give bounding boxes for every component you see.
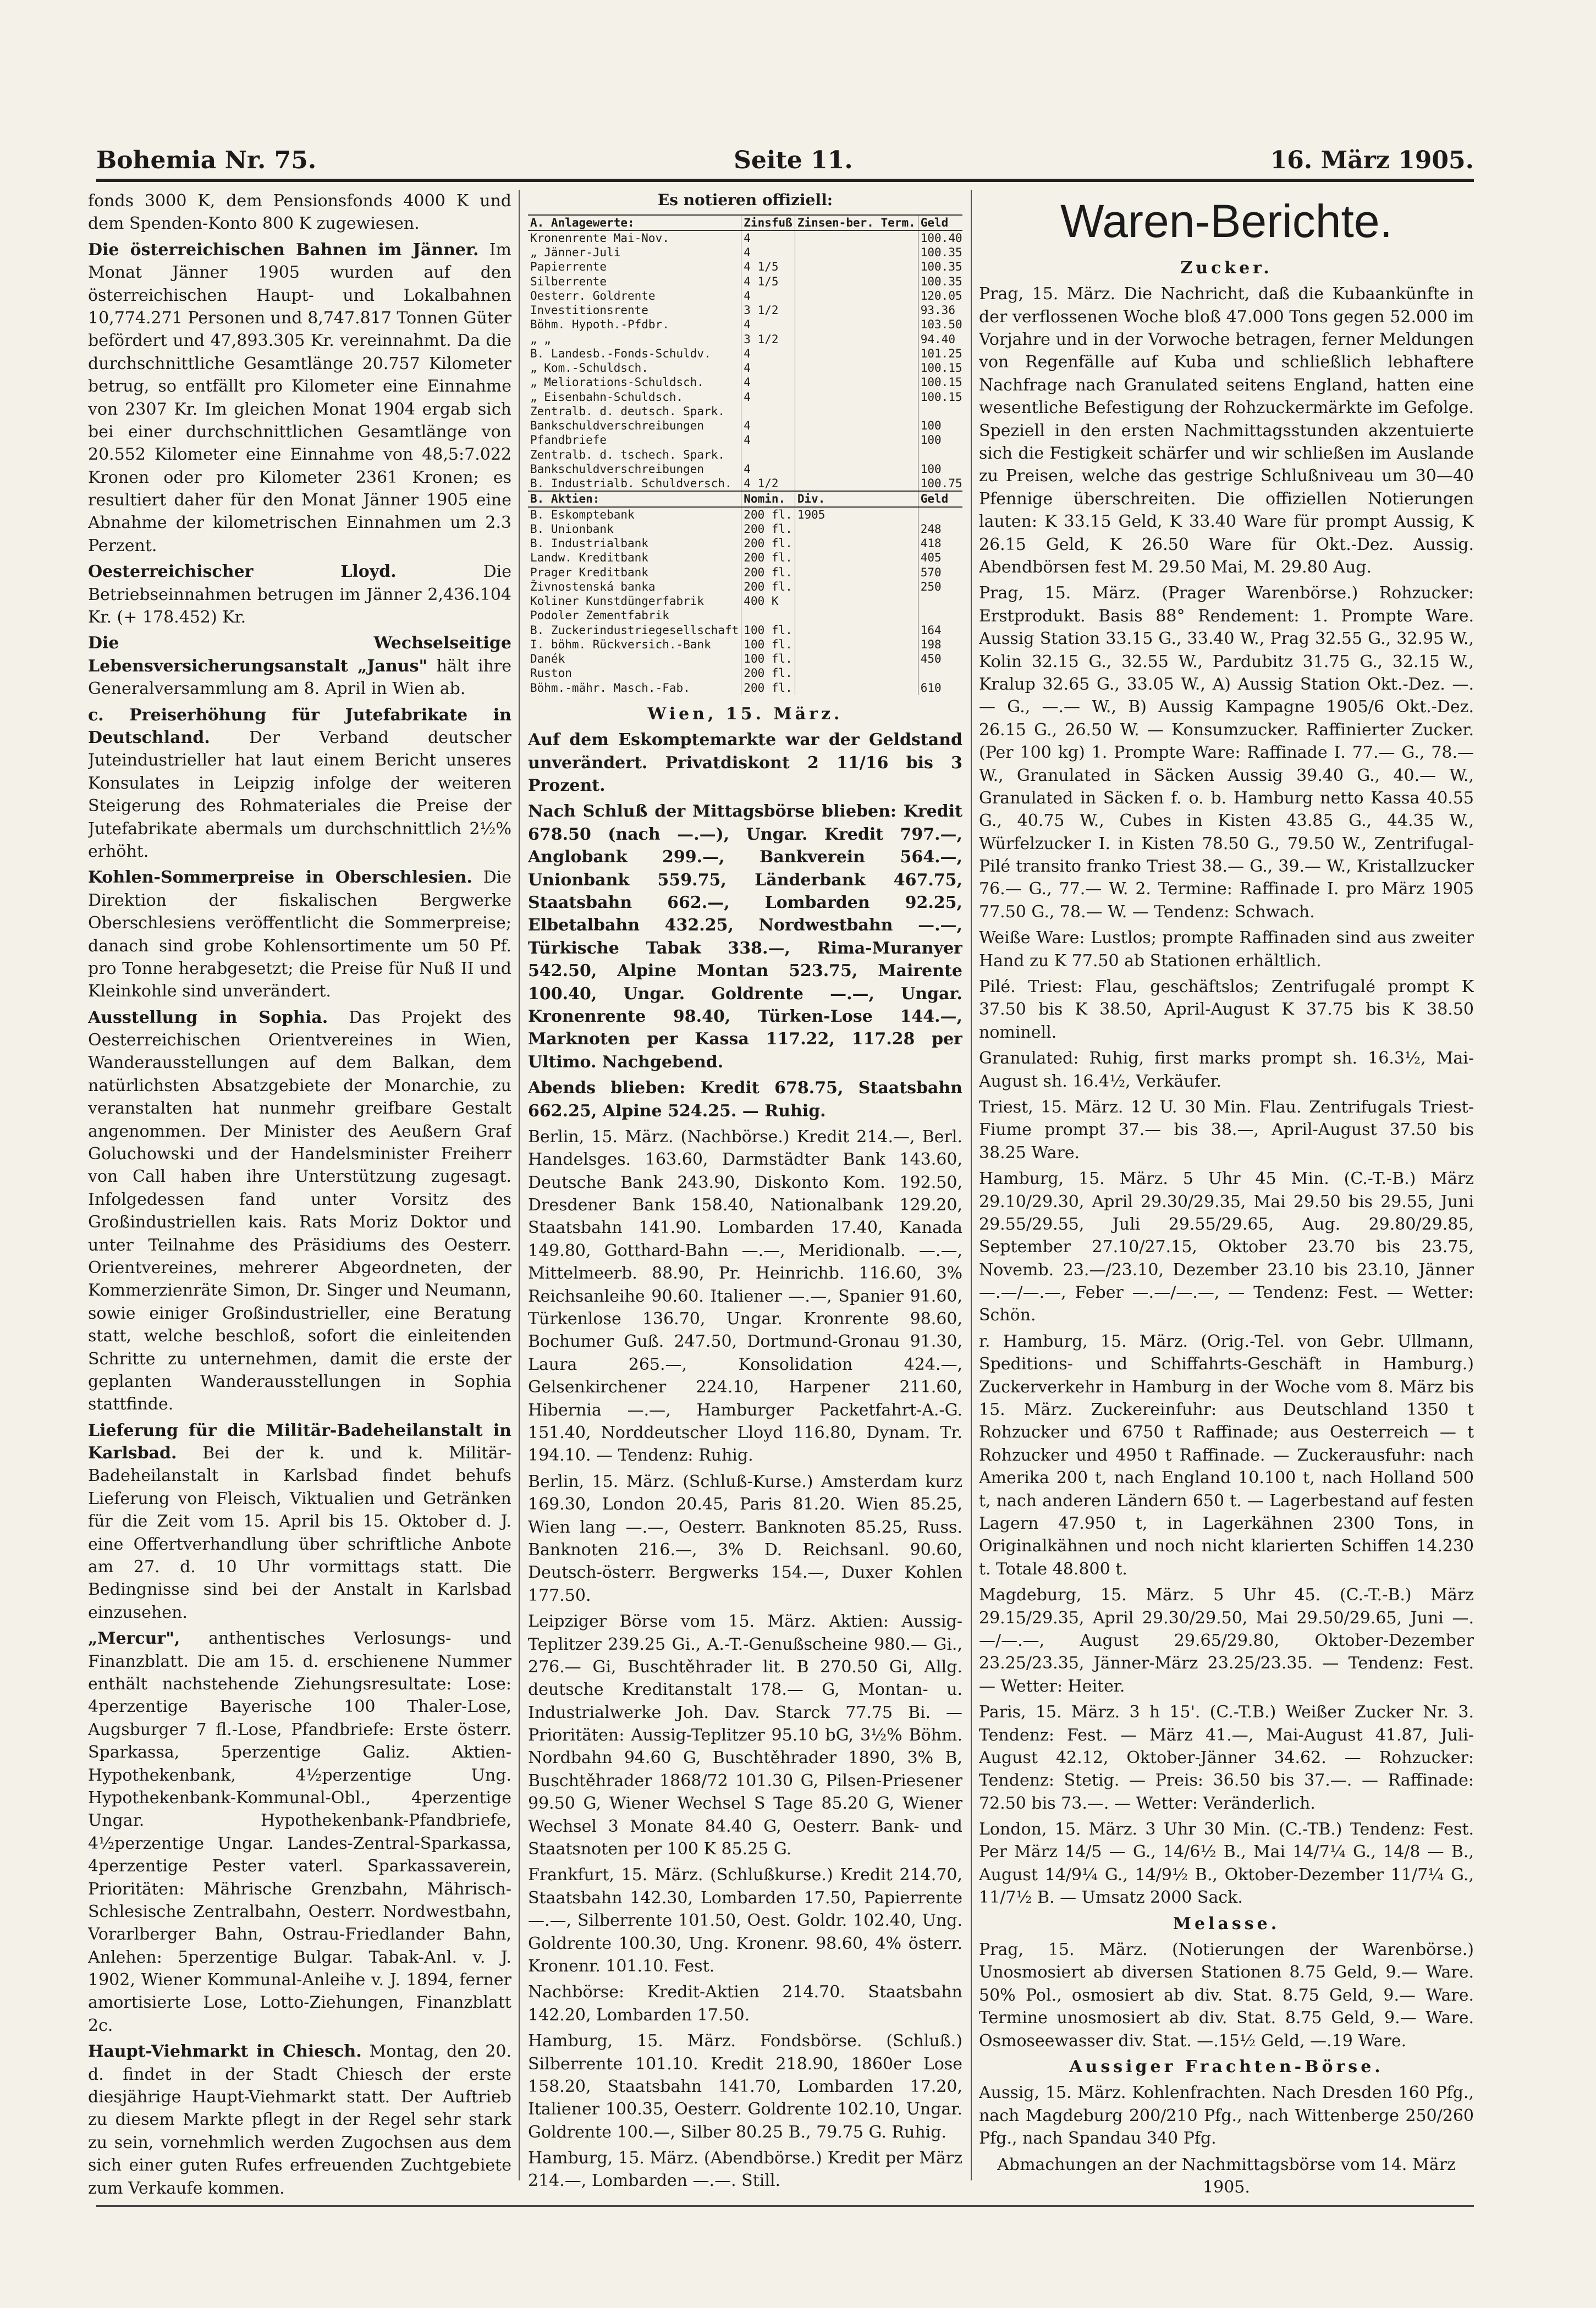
table-cell: I. böhm. Rückversich.-Bank (530, 637, 711, 651)
market-report: Auf dem Eskomptemarkte war der Geldstand unverändert. Privatdiskont 2 11/16 bis 3 Prozent. (528, 730, 962, 796)
table-cell: Ruston (530, 666, 572, 680)
news-item-text: Die Betriebseinnahmen betrugen im Jänner 2,436.104 Kr. (+ 178.452) Kr. (88, 562, 511, 627)
table-cell (795, 681, 918, 695)
table-row (528, 462, 962, 476)
table-cell (918, 608, 962, 623)
table-cell: Koliner Kunstdüngerfabrik (530, 594, 705, 608)
news-item-text: Montag, den 20. d. findet in der Stadt Chiesch der erste diesjährige Haupt-Viehmarkt statt. Der Auftrieb zu diesem Markte pflegt in der Regel sehr stark zu sein, vornehmlich werden Zugochsen aus dem sich einer guten Rufes erfreuenden Zuchtgebiete zum Verkaufe kommen. (88, 2042, 511, 2197)
table-cell: 200 fl. (741, 580, 795, 594)
table-cell: 4 (741, 418, 795, 433)
table-cell: 100.35 (918, 274, 962, 289)
table-cell (795, 317, 918, 332)
table-cell: 100.40 (918, 230, 962, 245)
table-row (528, 418, 962, 433)
bottom-rule (96, 2205, 1474, 2207)
table-cell (795, 375, 918, 389)
table-header-cell: Zinsen-ber. Term. (795, 215, 918, 230)
quotes-header-a (528, 215, 962, 230)
table-header-cell: B. Aktien: (528, 491, 741, 506)
table-cell (795, 346, 918, 361)
table-cell: 4 (741, 375, 795, 389)
table-cell (795, 462, 918, 476)
table-cell: 100.75 (918, 476, 962, 491)
table-cell: 101.25 (918, 346, 962, 361)
table-cell: 200 fl. (741, 666, 795, 680)
news-item-text: Die Direktion der fiskalischen Bergwerke Oberschlesiens veröffentlicht die Sommerpreise; danach sind grobe Kohlensortimente um 50 Pf. pro Tonne herabgesetzt; die Preise für Nuß II und Kleinkohle sind unverändert. (88, 868, 511, 1001)
table-cell (795, 637, 918, 652)
table-cell: 200 fl. (741, 565, 795, 580)
news-item-heading: Haupt-Viehmarkt in Chiesch. (88, 2042, 362, 2062)
market-report: Nach Schluß der Mittagsbörse blieben: Kredit 678.50 (nach —.—), Ungar. Kredit 797.—, Anglobank 299.—, Bankverein 564.—, Unionbank 559.75, Länderbank 467.75, Staatsbahn 662.—, Lombarden 92.25, Elbetalbahn 432.25, Nordwestbahn —.—, Türkische Tabak 338.—, Rima-Muranyer 542.50, Alpine Montan 523.75, Mairente 100.40, Ungar. Goldrente —.—, Ungar. Kronenrente 98.40, Türken-Lose 144.—, Marknoten per Kassa 117.22, 117.28 per Ultimo. Nachgebend. (528, 802, 962, 1072)
table-cell: „ „ (530, 332, 551, 346)
table-row (528, 448, 962, 462)
market-report (528, 2196, 962, 2197)
news-item-heading: Lieferung für die Militär-Badeheilanstalt in Karlsbad. (88, 1420, 511, 1463)
table-cell (795, 608, 918, 623)
news-item-text: Im Monat Jänner 1905 wurden auf den österreichischen Haupt- und Lokalbahnen 10,774.271 Personen und 8,747.817 Tonnen Güter befördert und 47,893.305 Kr. vereinnahmt. Da die durchschnittliche Gesamtlänge 20.757 Kilometer betrug, so entfällt pro Kilometer eine Einnahme von 2307 Kr. Im gleichen Monat 1904 ergab sich bei einer durchschnittlichen Gesamtlänge von 20.552 Kilometer eine Einnahme von 48,5:7.022 Kronen oder pro Kilometer 2361 Kronen; es resultiert daher für den Monat Jänner 1905 eine Abnahme der kilometrischen Einnahmen um 2.3 Perzent. (88, 240, 511, 555)
table-cell (795, 274, 918, 289)
table-cell: 4 1/5 (741, 260, 795, 274)
table-cell (918, 448, 962, 462)
waren-title: Waren-Berichte. (1060, 195, 1393, 247)
news-item-text: Das Projekt des Oesterreichischen Orientvereines in Wien, Wanderausstellungen auf dem Balkan, dem natürlichsten Absatzgebiete der Monarchie, zu veranstalten hat nunmehr greifbare Gestalt angenommen. Der Minister des Aeußern Graf Goluchowski und der Handelsminister Freiherr von Call haben ihre Unterstützung zugesagt. Infolgedessen fand unter Vorsitz des Großindustriellen kais. Rats Moriz Doktor und unter Teilnahme des Präsidiums des Oesterr. Orientvereines, mehrerer Abgeordneten, der Kommerzienräte Simon, Dr. Singer und Neumann, sowie einiger Großindustrieller, eine Beratung statt, welche beschloß, sofort die einleitenden Schritte zu unternehmen, damit die erste der geplanten Wanderausstellungen in Sophia stattfinde. (88, 1007, 511, 1414)
table-header-cell: A. Anlagewerte: (528, 215, 741, 230)
table-cell: B. Unionbank (530, 522, 614, 536)
table-row (528, 404, 962, 418)
table-cell (795, 594, 918, 608)
table-cell: 248 (918, 522, 962, 536)
table-cell: B. Landesb.-Fonds-Schuldv. (530, 346, 711, 360)
table-cell (795, 448, 918, 462)
table-cell: 405 (918, 550, 962, 565)
news-item (88, 1419, 511, 1624)
sugar-report: Paris, 15. März. 3 h 15'. (C.-T.B.) Weißer Zucker Nr. 3. Tendenz: Fest. — März 41.—, Mai-August 41.87, Juli-August 42.12, Oktober-Jänner 34.62. — Rohzucker: Tendenz: Stetig. — Preis: 36.50 bis 37.—. — Raffinade: 72.50 bis 73.—. — Wetter: Veränderlich. (979, 1703, 1474, 1813)
table-cell: 200 fl. (741, 522, 795, 536)
news-item-heading: c. Preiserhöhung für Jutefabrikate in Deutschland. (88, 705, 511, 747)
table-cell: „ Kom.-Schuldsch. (530, 361, 648, 375)
table-row (528, 594, 962, 608)
market-report: Berlin, 15. März. (Nachbörse.) Kredit 214.—, Berl. Handelsges. 163.60, Darmstädter Bank 143.60, Deutsche Bank 243.90, Diskonto Kom. 192.50, Dresdener Bank 158.40, Nationalbank 129.20, Staatsbahn 141.90. Lombarden 17.40, Kanada 149.80, Gotthard-Bahn —.—, Meridionalb. —.—, Mittelmeerb. 88.90, Pr. Heinrichb. 116.60, 3% Reichsanleihe 90.60. Italiener —.—, Spanier 91.60, Türkenlose 136.70, Ungar. Kronrente 98.60, Bochumer Guß. 247.50, Dortmund-Gronau 91.30, Laura 265.—, Konsolidation 424.—, Gelsenkirchener 224.10, Harpener 211.60, Hibernia —.—, Hamburger Packetfahrt-A.-G. 151.40, Norddeutscher Lloyd 116.80, Dynam. Tr. 194.10. — Tendenz: Ruhig. (528, 1127, 962, 1466)
table-cell (795, 580, 918, 594)
news-item (88, 239, 511, 557)
table-cell: 200 fl. (741, 536, 795, 550)
table-cell: 450 (918, 652, 962, 666)
table-cell: Papierrente (530, 260, 607, 274)
table-cell: 100.15 (918, 361, 962, 375)
market-report: Hamburg, 15. März. Fondsbörse. (Schluß.) Silberrente 101.10. Kredit 218.90, 1860er Lose 158.20, Staatsbahn 141.70, Lombarden 17.20, Italiener 100.35, Oesterr. Goldrente 102.10, Ungar. Goldrente 100.—, Silber 80.25 B., 79.75 G. Ruhig. (528, 2031, 962, 2142)
table-cell: 120.05 (918, 289, 962, 303)
market-report: Leipziger Börse vom 15. März. Aktien: Aussig-Teplitzer 239.25 Gi., A.-T.-Genußscheine 980.— Gi., 276.— Gi, Buschtěhrader lit. B 270.50 Gi, Allg. deutsche Kreditanstalt 178.— G, Montan- u. Industrialwerke Joh. Dav. Starck 77.75 Bi. — Prioritäten: Aussig-Teplitzer 95.10 bG, 3½% Böhm. Nordbahn 94.60 G, Buschtěhrader 1890, 3% B, Buschtěhrader 1868/72 101.30 G, Pilsen-Priesener 99.50 G, Wiener Wechsel S Tage 85.20 G, Wiener Wechsel 3 Monate 84.40 G, Oesterr. Bank- und Staatsnoten per 100 K 85.25 G. (528, 1612, 962, 1859)
sugar-report: Triest, 15. März. 12 U. 30 Min. Flau. Zentrifugals Triest-Fiume prompt 37.— bis 38.—, April-August 37.50 bis 38.25 Ware. (979, 1097, 1474, 1163)
table-cell: 100 (918, 462, 962, 476)
table-cell: 4 (741, 346, 795, 361)
sugar-report: Prag, 15. März. Die Nachricht, daß die Kubaankünfte in der verflossenen Woche bloß 47.000 Tons gegen 52.000 im Vorjahre und in der Vorwoche betragen, ferner Meldungen von Regenfälle auf Kuba und schließlich lebhaftere Nachfrage nach Granulated seitens England, hatten eine wesentliche Befestigung der Rohzuckermärkte im Gefolge. Speziell in den ersten Nachmittagsstunden akzentuierte sich die Festigkeit schärfer und wir schließen im Auslande zu Preisen, welche das gestrige Schlußniveau um 30—40 Pfennige überschreiten. Die offiziellen Notierungen lauten: K 33.15 Geld, K 33.40 Ware für prompt Aussig, K 26.15 Geld, K 26.50 Ware für Okt.-Dez. Aussig. Abendbörsen fest M. 29.50 Mai, M. 29.80 Aug. (979, 284, 1474, 577)
table-cell: 4 (741, 245, 795, 260)
table-cell: 3 1/2 (741, 303, 795, 317)
table-cell: 400 K (741, 594, 795, 608)
table-cell: 100 (918, 418, 962, 433)
table-cell: 4 (741, 390, 795, 404)
news-item-text: anthentisches Verlosungs- und Finanzblatt. Die am 15. d. erschienene Nummer enthält nachstehende Ziehungsresultate: Lose: 4perzentige Bayerische 100 Thaler-Lose, Augsburger 7 fl.-Lose, Pfandbriefe: Erste österr. Sparkassa, 5perzentige Galiz. Aktien-Hypothekenbank, 4½perzentige Ung. Hypothekenbank-Kommunal-Obl., 4perzentige Ungar. Hypothekenbank-Pfandbriefe, 4½perzentige Ungar. Landes-Zentral-Sparkassa, 4perzentige Pester vaterl. Sparkassaverein, Prioritäten: Mährische Grenzbahn, Mährisch-Schlesische Zentralbahn, Oesterr. Nordwestbahn, Vorarlberger Bahn, Ostrau-Friedlander Bahn, Anlehen: 5perzentige Bulgar. Tabak-Anl. v. J. 1902, Wiener Kommunal-Anleihe v. J. 1894, ferner amortisierte Lose, Lotto-Ziehungen, Finanzblatt 2c. (88, 1629, 511, 2035)
sugar-report: Prag, 15. März. (Prager Warenbörse.) Rohzucker: Erstprodukt. Basis 88° Rendement: 1. Prompte Ware. Aussig Station 33.15 G., 33.40 W., Prag 32.55 G., 32.95 W., Kolin 32.15 G., 32.55 W., Pardubitz 31.75 G., 32.15 W., Kralup 32.65 G., 33.05 W., A) Aussig Station Okt.-Dez. —.— G., —.— W., B) Aussig Kampagne 1905/6 Okt.-Dez. 26.15 G., 26.50 W. — Konsumzucker. Raffinierter Zucker. (Per 100 kg) 1. Prompte Ware: Raffinade I. 77.— G., 78.— W., Granulated in Säcken Aussig 39.40 G., 40.— W., Granulated in Säcken f. o. b. Hamburg netto Kassa 40.55 G., 40.75 W., Cubes in Kisten 43.85 G., 44.35 W., Würfelzucker I. in Kisten 78.50 G., 79.50 W., Zentrifugal-Pilé transito franko Triest 38.— G., 39.— W., Kristallzucker 76.— G., 77.— W. 2. Termine: Raffinade I. pro März 1905 77.50 G., 78.— W. — Tendenz: Schwach. (979, 583, 1474, 922)
table-cell (795, 652, 918, 666)
table-cell (795, 418, 918, 433)
zucker-heading: Zucker. (1180, 258, 1273, 278)
table-cell (918, 594, 962, 608)
sugar-report: Weiße Ware: Lustlos; prompte Raffinaden sind aus zweiter Hand zu K 77.50 ab Stationen erhältlich. (979, 928, 1474, 971)
table-cell: Oesterr. Goldrente (530, 289, 656, 302)
news-item-text: Bei der k. und k. Militär-Badeheilanstalt in Karlsbad findet behufs Lieferung von Fleisch, Viktualien und Getränken für die Zeit vom 15. April bis 15. Oktober d. J. eine Offertverhandlung über schriftliche Anbote am 27. d. 10 Uhr vormittags statt. Die Bedingnisse sind bei der Anstalt in Karlsbad einzusehen. (88, 1444, 511, 1622)
table-cell: 100 fl. (741, 623, 795, 637)
melasse-text: Prag, 15. März. (Notierungen der Warenbörse.) Unosmosiert ab diversen Stationen 8.75 Geld, 9.— Ware. 50% Pol., osmosiert ab div. Stat. 8.75 Geld, 9.— Ware. Termine unosmosiert ab div. Stat. 8.75 Geld, 9.— Ware. Osmoseewasser div. Stat. —.15½ Geld, —.19 Ware. (979, 1940, 1474, 2051)
table-cell: 100.35 (918, 245, 962, 260)
table-cell (795, 245, 918, 260)
market-report: Berlin, 15. März. (Schluß-Kurse.) Amsterdam kurz 169.30, London 20.45, Paris 81.20. Wien 85.25, Wien lang —.—, Oesterr. Banknoten 85.25, Russ. Banknoten 216.—, 3% D. Reichsanl. 90.60, Deutsch-österr. Bergwerks 154.—, Duxer Kohlen 177.50. (528, 1472, 962, 1605)
news-item-heading: Die Wechselseitige Lebensversicherungsanstalt „Janus" (88, 634, 511, 676)
table-cell (741, 448, 795, 462)
market-report: Abends blieben: Kredit 678.75, Staatsbahn 662.25, Alpine 524.25. — Ruhig. (528, 1078, 962, 1121)
table-cell: B. Industrialbank (530, 537, 648, 550)
table-header-cell: Nomin. (741, 491, 795, 506)
table-row (528, 317, 962, 332)
table-cell: „ Meliorations-Schuldsch. (530, 376, 705, 389)
table-row (528, 666, 962, 680)
table-cell: Danék (530, 652, 565, 666)
header-date: 16. März 1905. (1270, 146, 1474, 174)
table-cell (795, 666, 918, 680)
table-row (528, 346, 962, 361)
table-row (528, 652, 962, 666)
table-row (528, 361, 962, 375)
header-issue: Bohemia Nr. 75. (96, 146, 317, 174)
table-row (528, 230, 962, 245)
table-cell (795, 289, 918, 303)
table-cell: B. Eskomptebank (530, 508, 635, 521)
sugar-report: Granulated: Ruhig, first marks prompt sh. 16.3½, Mai-August sh. 16.4½, Verkäufer. (979, 1049, 1474, 1091)
table-row (528, 260, 962, 274)
melasse-heading: Melasse. (1173, 1914, 1280, 1934)
table-cell: 610 (918, 681, 962, 695)
table-row (528, 303, 962, 317)
table-row (528, 536, 962, 550)
table-cell: 200 fl. (741, 681, 795, 695)
table-cell: Prager Kreditbank (530, 565, 648, 579)
table-cell: 4 (741, 230, 795, 245)
news-item-text: fonds 3000 K, dem Pensionsfonds 4000 K und dem Spenden-Konto 800 K zugewiesen. (88, 191, 511, 234)
table-cell: „ Jänner-Juli (530, 246, 621, 260)
sugar-report: r. Hamburg, 15. März. (Orig.-Tel. von Gebr. Ullmann, Speditions- und Schiffahrts-Geschäft in Hamburg.) Zuckerverkehr in Hamburg in der Woche vom 8. März bis 15. März. Zuckereinfuhr: aus Deutschland 1350 t Rohzucker und 6750 t Raffinade; aus Oesterreich — t Rohzucker und 4950 t Raffinade. — Zuckerausfuhr: nach Amerika 200 t, nach England 10.100 t, nach Holland 500 t, nach anderen Ländern 650 t. — Lagerbestand auf festen Lagern 47.950 t, in Lagerkähnen 2300 Tons, in Originalkähnen und noch nicht klarierten Schiffen 14.230 t. Totale 48.800 t. (979, 1331, 1474, 1579)
table-cell: 100.15 (918, 375, 962, 389)
table-cell: 4 (741, 462, 795, 476)
table-row (528, 565, 962, 580)
news-item-heading: Die österreichischen Bahnen im Jänner. (88, 240, 479, 260)
news-item-heading: Kohlen-Sommerpreise in Oberschlesien. (88, 868, 472, 888)
table-cell: 250 (918, 580, 962, 594)
table-cell: 1905 (795, 507, 918, 522)
table-header-cell: Geld (918, 491, 962, 506)
table-cell: 100 (918, 433, 962, 447)
news-item (88, 704, 511, 863)
table-cell: Živnostenská banka (530, 580, 656, 593)
column-right (979, 190, 1474, 2197)
column-middle (528, 190, 962, 2197)
sugar-report: Hamburg, 15. März. 5 Uhr 45 Min. (C.-T.-B.) März 29.10/29.30, April 29.30/29.35, Mai 29.50 bis 29.55, Juni 29.55/29.55, Juli 29.55/29.65, Aug. 29.80/29.85, September 27.10/27.15, Oktober 23.70 bis 23.75, Novemb. 23.—/23.10, Dezember 23.10 bis 23.10, Jänner —.—/—.—, Feber —.—/—.—, — Tendenz: Fest. — Wetter: Schön. (979, 1169, 1474, 1325)
table-row (528, 637, 962, 652)
quotes-table-title: Es notieren offiziell: (657, 191, 833, 209)
table-row (528, 332, 962, 346)
market-report: Frankfurt, 15. März. (Schlußkurse.) Kredit 214.70, Staatsbahn 142.30, Lombarden 17.50, Papierrente —.—, Silberrente 101.50, Oest. Goldr. 102.40, Ung. Goldrente 100.30, Ung. Kronenr. 98.60, 4% österr. Kronenr. 101.10. Fest. (528, 1865, 962, 1976)
table-cell: Pfandbriefe (530, 433, 607, 447)
table-row (528, 608, 962, 623)
news-items (88, 190, 511, 2197)
news-item (88, 190, 511, 235)
table-cell (795, 260, 918, 274)
market-reports (528, 729, 962, 2197)
news-item-text: Der Verband deutscher Juteindustrieller hat laut einem Bericht unseres Konsulates in Leipzig infolge der weiteren Steigerung des Rohmateriales die Preise der Jutefabrikate abermals um durchschnittlich 2½% erhöht. (88, 728, 511, 861)
news-item (88, 632, 511, 700)
table-row (528, 375, 962, 389)
table-row (528, 681, 962, 695)
table-cell: 100 fl. (741, 652, 795, 666)
table-cell: „ Eisenbahn-Schuldsch. (530, 390, 684, 404)
table-cell: Zentralb. d. deutsch. Spark. (530, 404, 725, 418)
table-cell: 4 1/2 (741, 476, 795, 491)
table-cell: 4 (741, 317, 795, 332)
quotes-table (528, 214, 962, 695)
sugar-report: Pilé. Triest: Flau, geschäftslos; Zentrifugalé prompt K 37.50 bis K 38.50, April-August K 37.75 bis K 38.50 nominell. (979, 977, 1474, 1042)
news-item (88, 1627, 511, 2037)
table-cell: 198 (918, 637, 962, 652)
table-cell: 570 (918, 565, 962, 580)
table-cell: 93.36 (918, 303, 962, 317)
table-cell (795, 433, 918, 447)
table-cell: 94.40 (918, 332, 962, 346)
table-cell (795, 522, 918, 536)
table-cell (795, 230, 918, 245)
table-cell (918, 404, 962, 418)
news-item (88, 2040, 511, 2197)
table-cell (795, 550, 918, 565)
table-cell: 164 (918, 623, 962, 637)
table-cell: 3 1/2 (741, 332, 795, 346)
table-row (528, 580, 962, 594)
table-cell (795, 623, 918, 637)
table-row (528, 550, 962, 565)
table-cell (918, 666, 962, 680)
news-item-text: hält ihre Generalversammlung am 8. April in Wien ab. (88, 656, 511, 699)
fracht-heading: Aussiger Frachten-Börse. (1069, 2057, 1384, 2076)
table-header-cell: Zinsfuß (741, 215, 795, 230)
table-row (528, 522, 962, 536)
table-cell (741, 608, 795, 623)
table-cell: B. Zuckerindustriegesellschaft (530, 623, 739, 637)
news-item (88, 866, 511, 1002)
column-divider (971, 190, 972, 2180)
table-cell: 100 fl. (741, 637, 795, 652)
table-cell: 100.15 (918, 390, 962, 404)
table-cell (795, 332, 918, 346)
table-header-cell: Geld (918, 215, 962, 230)
news-item-heading: Oesterreichischer Lloyd. (88, 562, 397, 582)
table-row (528, 289, 962, 303)
table-cell: 200 fl. (741, 550, 795, 565)
table-row (528, 245, 962, 260)
table-cell: 4 (741, 289, 795, 303)
table-row (528, 390, 962, 404)
table-cell: Bankschuldverschreibungen (530, 419, 705, 433)
table-cell: Zentralb. d. tschech. Spark. (530, 448, 725, 461)
table-cell: 4 (741, 433, 795, 447)
table-cell: Podoler Zementfabrik (530, 609, 669, 623)
page-header (96, 140, 1474, 182)
table-cell (795, 536, 918, 550)
table-cell: 4 (741, 361, 795, 375)
market-report: Hamburg, 15. März. (Abendbörse.) Kredit per März 214.—, Lombarden —.—. Still. (528, 2149, 962, 2191)
table-cell (918, 507, 962, 522)
table-cell: Böhm.-mähr. Masch.-Fab. (530, 681, 690, 695)
table-cell (795, 565, 918, 580)
table-cell (795, 404, 918, 418)
table-cell (795, 303, 918, 317)
table-cell: Investitionsrente (530, 304, 648, 317)
column-left (88, 190, 511, 2197)
fracht-text-2: Abmachungen an der Nachmittagsbörse vom 14. März 1905. (997, 2155, 1456, 2197)
table-row (528, 623, 962, 637)
column-divider (519, 190, 520, 2180)
table-cell: Böhm. Hypoth.-Pfdbr. (530, 318, 669, 332)
news-item-heading: „Mercur", (88, 1629, 180, 1649)
table-cell: 418 (918, 536, 962, 550)
table-cell: 4 1/5 (741, 274, 795, 289)
table-row (528, 507, 962, 522)
news-item (88, 560, 511, 629)
sugar-reports (979, 283, 1474, 1909)
wien-heading: Wien, 15. März. (647, 704, 843, 724)
table-cell (795, 361, 918, 375)
news-item (88, 1006, 511, 1416)
table-row (528, 476, 962, 491)
sugar-report: Magdeburg, 15. März. 5 Uhr 45. (C.-T.-B.) März 29.15/29.35, April 29.30/29.50, Mai 29.50/29.65, Juni —.—/—.—, August 29.65/29.80, Oktober-Dezember 23.25/23.35, Jänner-März 23.25/23.35. — Tendenz: Fest. — Wetter: Heiter. (979, 1585, 1474, 1696)
quotes-header-b (528, 491, 962, 506)
table-cell (741, 404, 795, 418)
table-header-cell: Div. (795, 491, 918, 506)
table-row (528, 433, 962, 447)
table-cell: Landw. Kreditbank (530, 551, 648, 565)
sugar-report: London, 15. März. 3 Uhr 30 Min. (C.-TB.) Tendenz: Fest. Per März 14/5 — G., 14/6½ B., Mai 14/7¼ G., 14/8 — B., August 14/9¼ G., 14/9½ B., Oktober-Dezember 11/7¼ G., 11/7½ B. — Umsatz 2000 Sack. (979, 1820, 1474, 1908)
news-item-heading: Ausstellung in Sophia. (88, 1007, 328, 1027)
table-cell: 103.50 (918, 317, 962, 332)
table-cell: 100.35 (918, 260, 962, 274)
table-cell: Kronenrente Mai-Nov. (530, 231, 669, 245)
table-cell (795, 476, 918, 491)
table-cell: Silberrente (530, 274, 607, 288)
table-row (528, 274, 962, 289)
fracht-text: Aussig, 15. März. Kohlenfrachten. Nach Dresden 160 Pfg., nach Magdeburg 200/210 Pfg., nach Wittenberge 250/260 Pfg., nach Spandau 340 Pfg. (979, 2083, 1474, 2149)
header-page-number: Seite 11. (734, 146, 853, 174)
table-cell (795, 390, 918, 404)
table-cell: B. Industrialb. Schuldversch. (530, 477, 732, 491)
table-cell: Bankschuldverschreibungen (530, 462, 705, 476)
table-cell: 200 fl. (741, 507, 795, 522)
market-report: Nachbörse: Kredit-Aktien 214.70. Staatsbahn 142.20, Lombarden 17.50. (528, 1982, 962, 2025)
